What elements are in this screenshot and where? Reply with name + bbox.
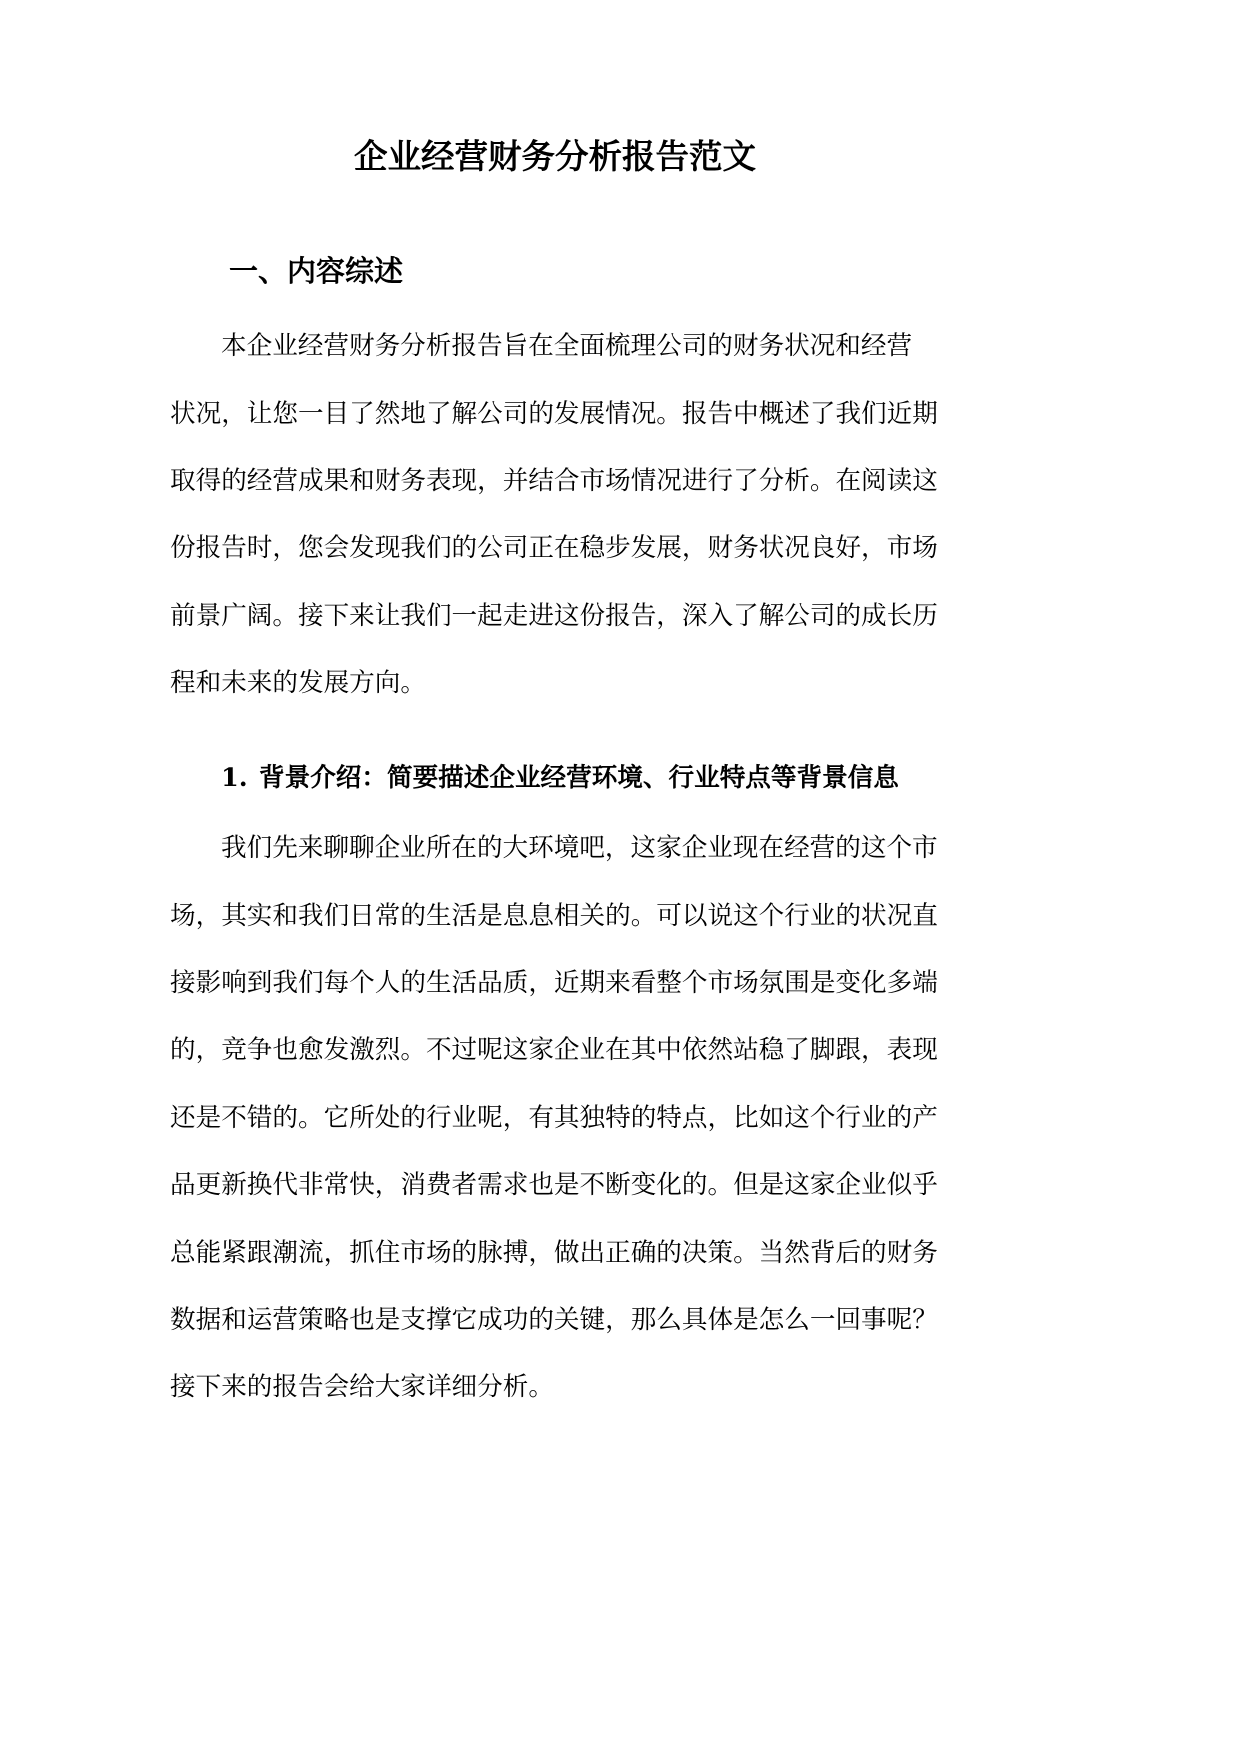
paragraph-line: 本企业经营财务分析报告旨在全面梳理公司的财务状况和经营 [221, 331, 913, 362]
paragraph-line: 状况，让您一目了然地了解公司的发展情况。报告中概述了我们近期 [170, 398, 938, 429]
paragraph-line: 前景广阔。接下来让我们一起走进这份报告，深入了解公司的成长历 [170, 600, 938, 631]
paragraph-line: 取得的经营成果和财务表现，并结合市场情况进行了分析。在阅读这 [170, 466, 938, 497]
paragraph-line: 我们先来聊聊企业所在的大环境吧，这家企业现在经营的这个市 [221, 833, 938, 864]
paragraph-line: 份报告时，您会发现我们的公司正在稳步发展，财务状况良好，市场 [170, 533, 938, 564]
document-title: 企业经营财务分析报告范文 [354, 137, 756, 176]
paragraph-line: 品更新换代非常快，消费者需求也是不断变化的。但是这家企业似乎 [170, 1170, 938, 1201]
paragraph-line: 数据和运营策略也是支撑它成功的关键，那么具体是怎么一回事呢？ [170, 1305, 938, 1336]
paragraph-line: 程和未来的发展方向。 [170, 668, 426, 699]
paragraph-line: 接下来的报告会给大家详细分析。 [170, 1372, 554, 1403]
subsection-title: 背景介绍：简要描述企业经营环境、行业特点等背景信息 [259, 763, 899, 794]
paragraph-line: 还是不错的。它所处的行业呢，有其独特的特点，比如这个行业的产 [170, 1102, 938, 1133]
background-paragraph [170, 815, 940, 1422]
subsection-number: 1. [221, 763, 248, 794]
intro-paragraph [170, 313, 940, 717]
subsection-heading [170, 745, 940, 812]
section-heading: 一、内容综述 [229, 254, 404, 288]
paragraph-line: 总能紧跟潮流，抓住市场的脉搏，做出正确的决策。当然背后的财务 [170, 1237, 938, 1268]
paragraph-line: 的，竞争也愈发激烈。不过呢这家企业在其中依然站稳了脚跟，表现 [170, 1035, 938, 1066]
paragraph-line: 接影响到我们每个人的生活品质，近期来看整个市场氛围是变化多端 [170, 968, 938, 999]
paragraph-line: 场，其实和我们日常的生活是息息相关的。可以说这个行业的状况直 [170, 900, 938, 931]
